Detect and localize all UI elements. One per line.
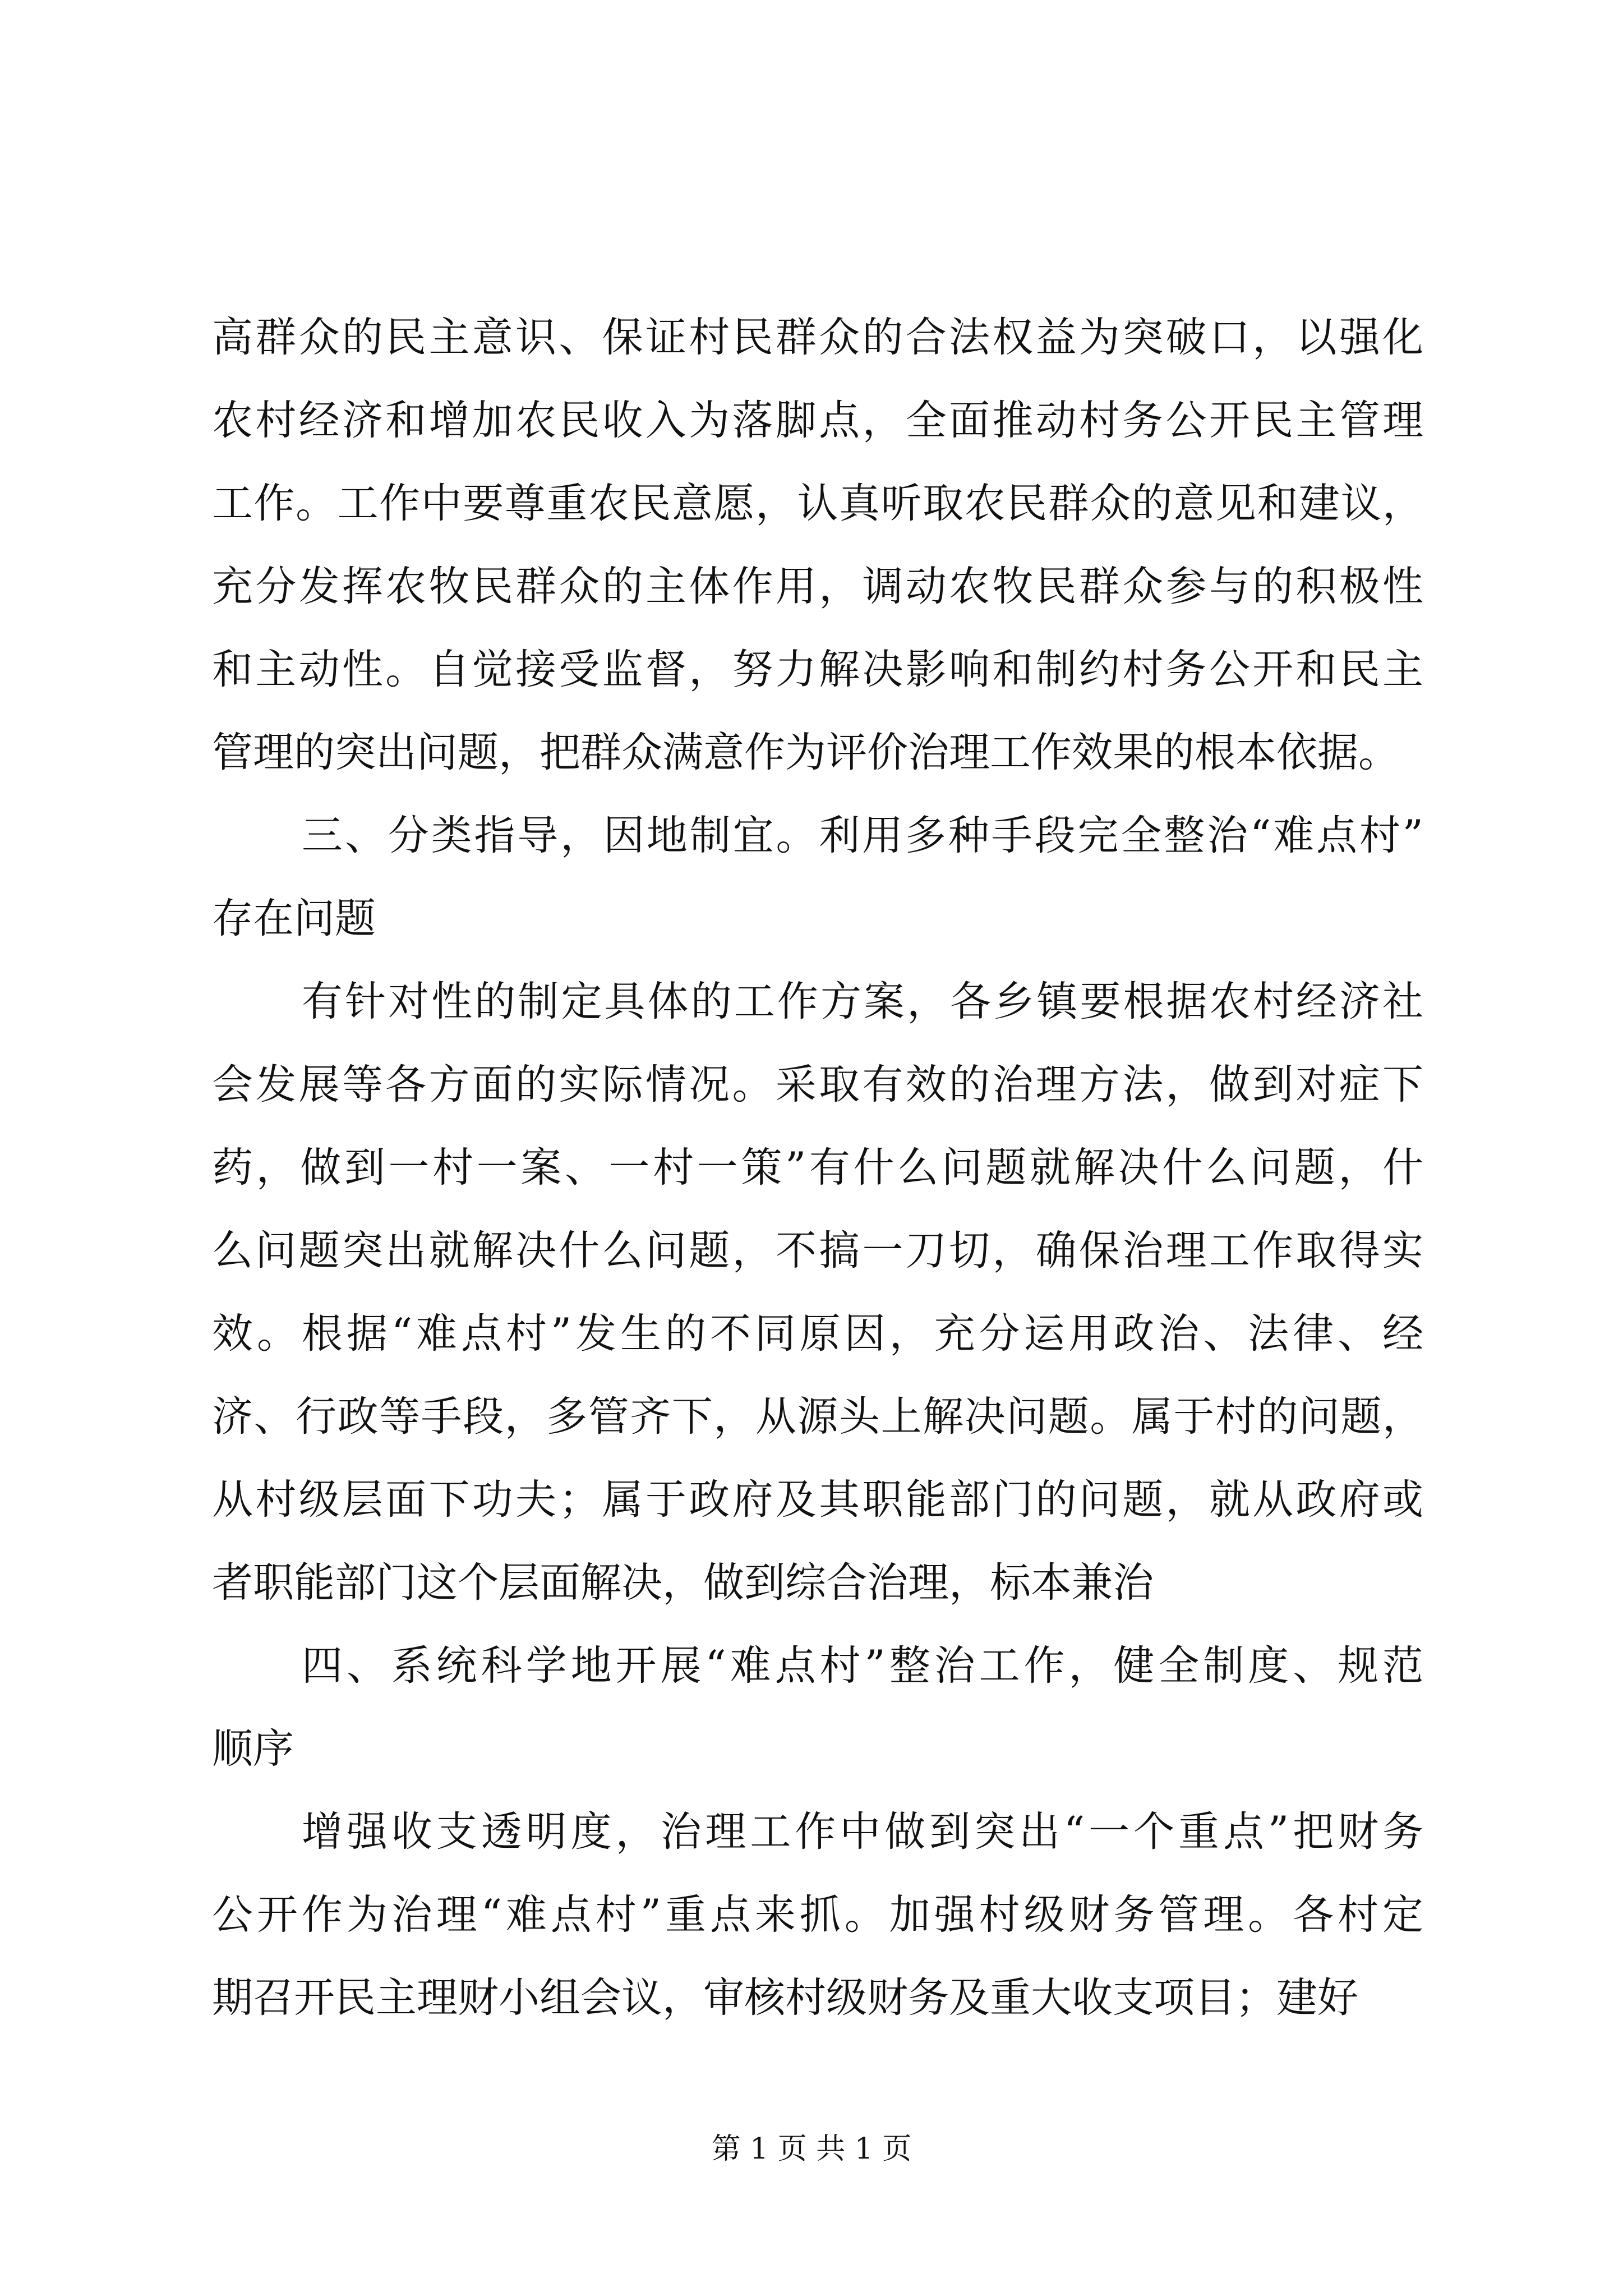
text-line: 增强收支透明度，治理工作中做到突出“一个重点”把财务 [302,1808,1423,1856]
text-line: 公开作为治理“难点村”重点来抓。加强村级财务管理。各村定 [212,1891,1423,1939]
text-line: 顺序 [212,1725,294,1773]
text-line: 农村经济和增加农民收入为落脚点，全面推动村务公开民主管理 [212,397,1423,444]
text-line: 者职能部门这个层面解决，做到综合治理，标本兼治 [212,1559,1154,1607]
text-line: 工作。工作中要尊重农民意愿，认真听取农民群众的意见和建议， [212,480,1423,527]
text-line: 四、系统科学地开展“难点村”整治工作，健全制度、规范 [302,1642,1423,1690]
document-body [212,296,1423,2040]
text-line: 管理的突出问题，把群众满意作为评价治理工作效果的根本依据。 [212,729,1399,776]
text-line: 济、行政等手段，多管齐下，从源头上解决问题。属于村的问题， [212,1393,1423,1441]
text-line: 会发展等各方面的实际情况。采取有效的治理方法，做到对症下 [212,1061,1423,1108]
text-line: 么问题突出就解决什么问题，不搞一刀切，确保治理工作取得实 [212,1227,1423,1274]
text-line: 期召开民主理财小组会议，审核村级财务及重大收支项目；建好 [212,1974,1358,2022]
text-line: 药，做到一村一案、一村一策”有什么问题就解决什么问题，什 [212,1144,1423,1191]
text-line: 从村级层面下功夫；属于政府及其职能部门的问题，就从政府或 [212,1476,1423,1524]
text-line: 高群众的民主意识、保证村民群众的合法权益为突破口，以强化 [212,314,1423,361]
text-line: 效。根据“难点村”发生的不同原因，充分运用政治、法律、经 [212,1310,1423,1358]
text-line: 存在问题 [212,895,376,942]
text-line: 充分发挥农牧民群众的主体作用，调动农牧民群众参与的积极性 [212,563,1423,610]
text-line: 有针对性的制定具体的工作方案，各乡镇要根据农村经济社 [302,978,1423,1025]
text-line: 和主动性。自觉接受监督，努力解决影响和制约村务公开和民主 [212,646,1423,693]
page-footer: 第 1 页 共 1 页 [711,2132,912,2166]
text-line: 三、分类指导，因地制宜。利用多种手段完全整治“难点村” [302,812,1423,859]
